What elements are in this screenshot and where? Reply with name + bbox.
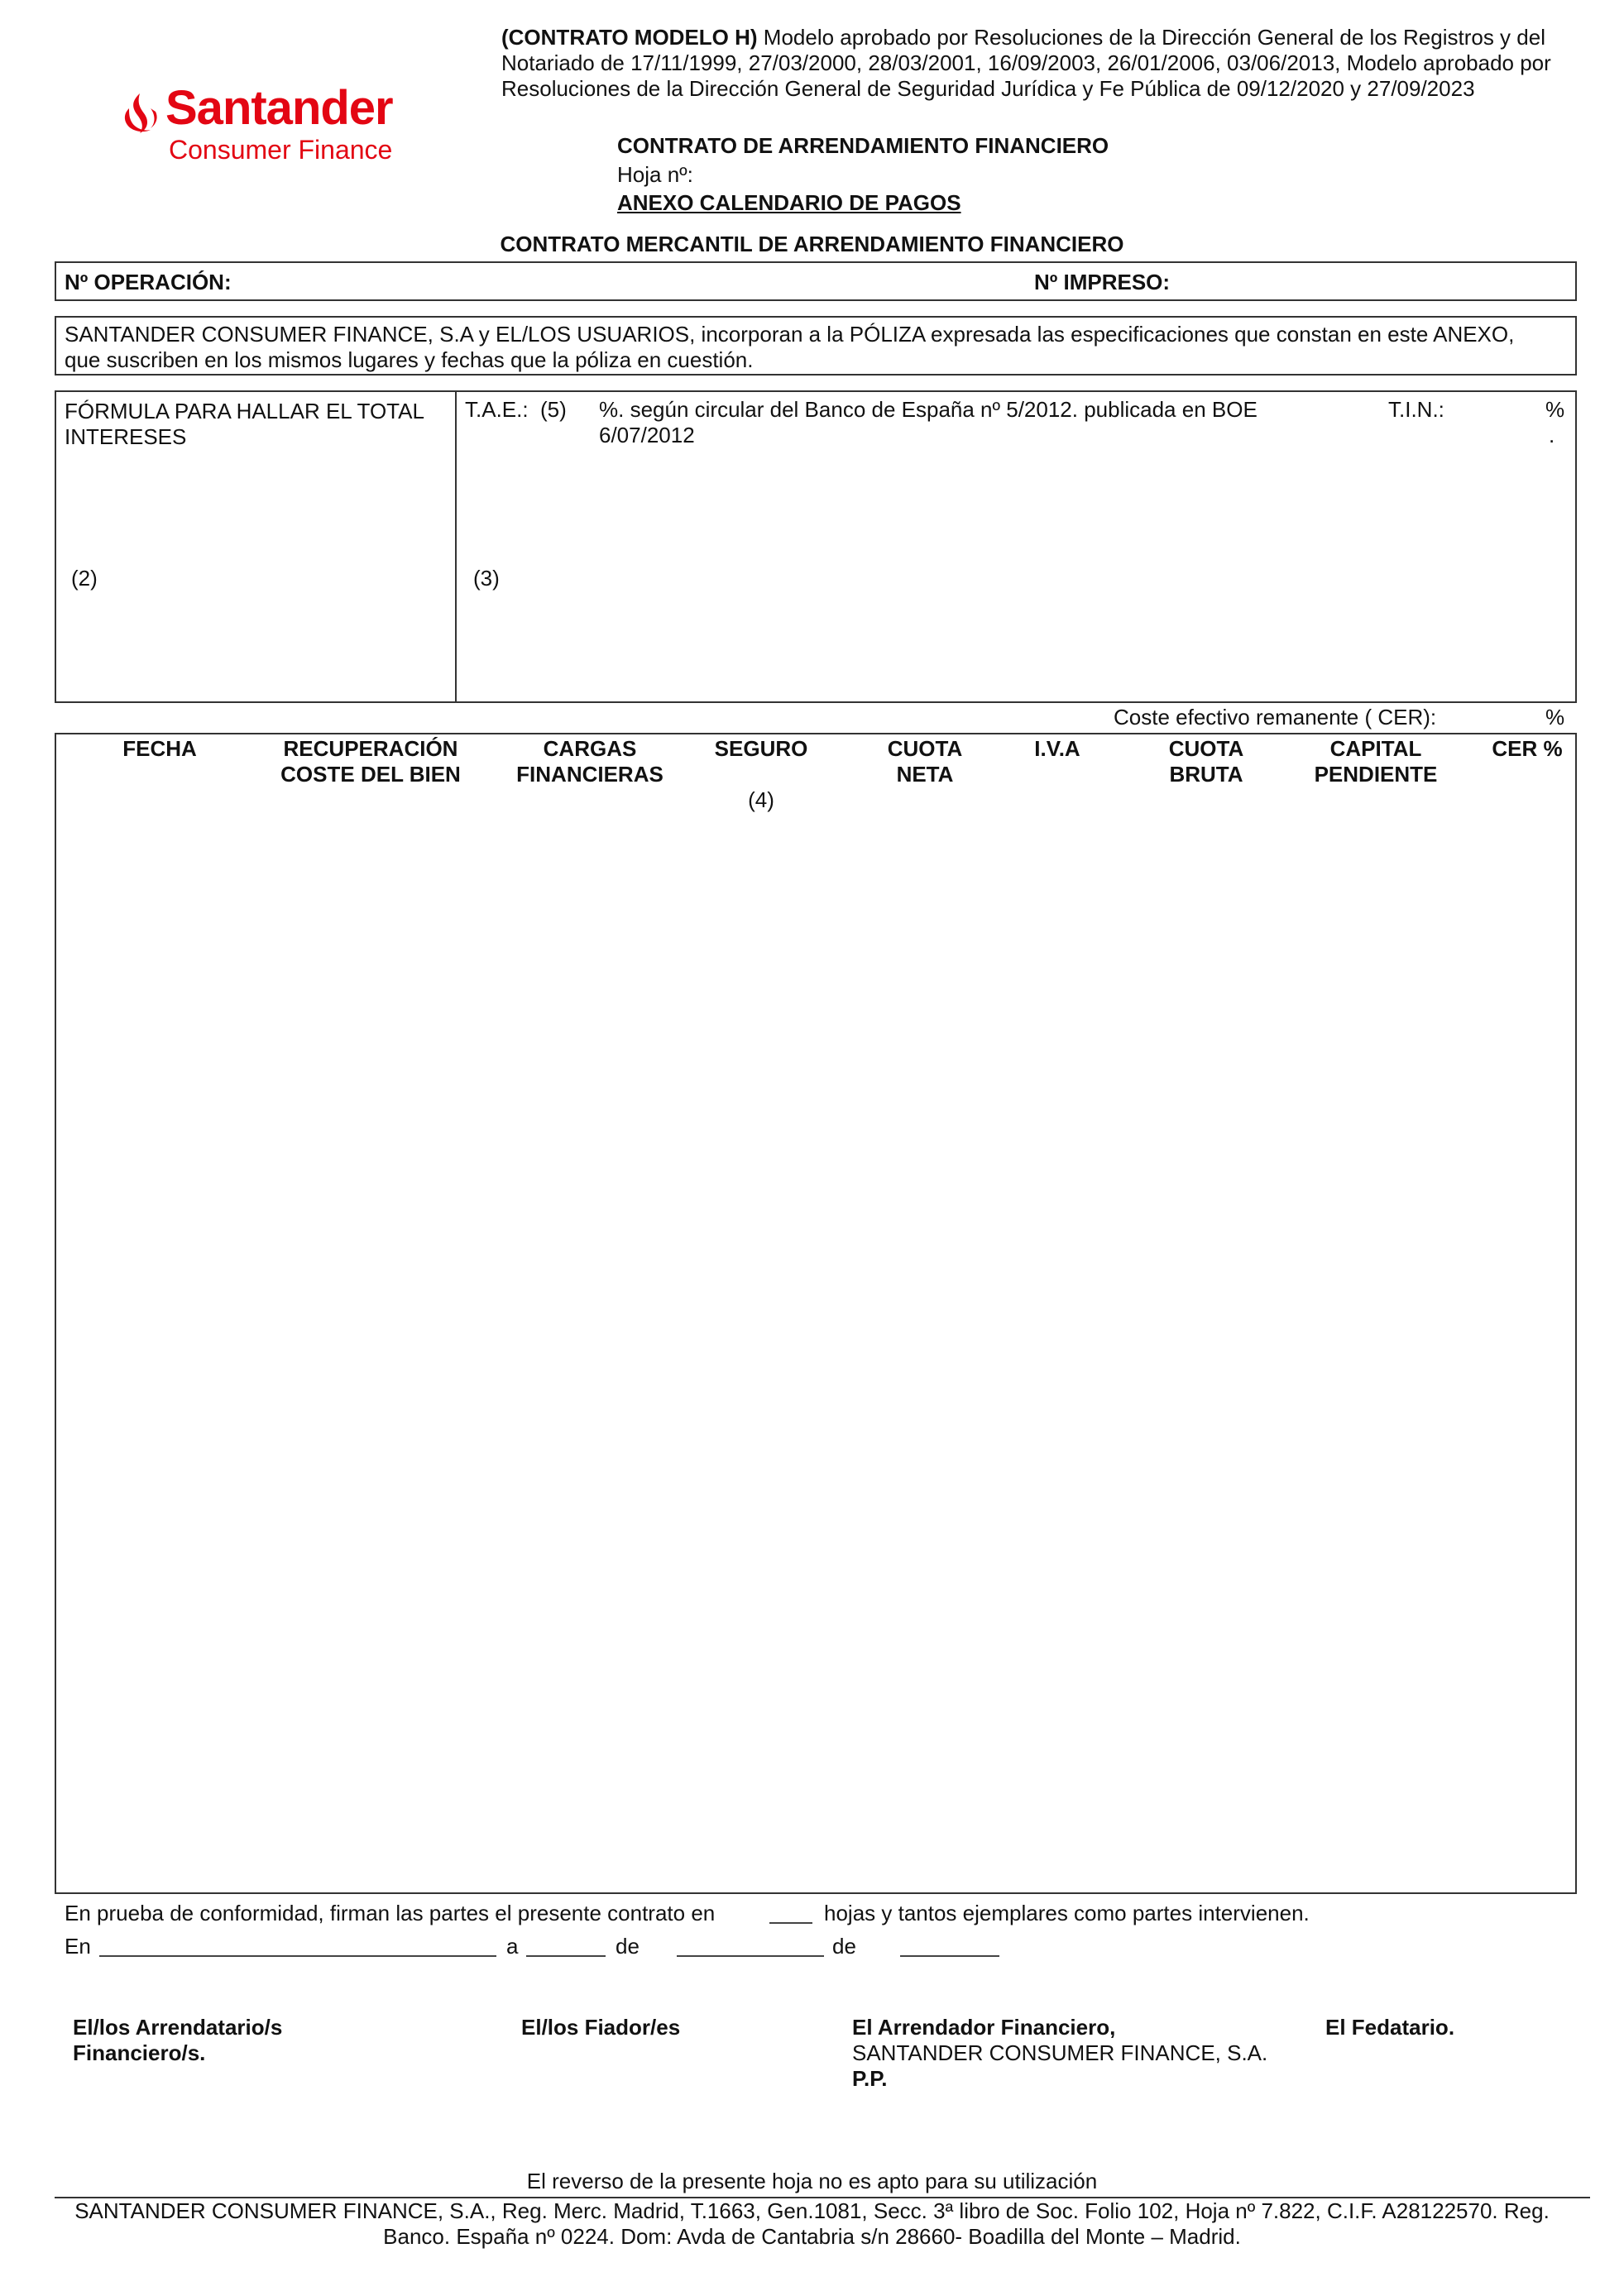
logo-subtitle: Consumer Finance	[169, 135, 393, 165]
formula-note-2: (2)	[71, 566, 98, 591]
tin-dot: .	[1549, 423, 1555, 447]
col-header-iva: I.V.A	[1034, 736, 1080, 761]
col-header-seguro: SEGURO	[714, 736, 808, 761]
footer-registry	[33, 2198, 1591, 2250]
intro-line-1: SANTANDER CONSUMER FINANCE, S.A y EL/LOS USUARIOS, incorporan a la PÓLIZA expresada las especificaciones que constan en este ANEXO,	[65, 322, 1515, 347]
lessee-line-2: Financiero/s.	[73, 2040, 206, 2065]
contract-type: CONTRATO DE ARRENDAMIENTO FINANCIERO	[617, 133, 1109, 158]
lessor-signature-block	[852, 2015, 1267, 2092]
registry-line-2: Banco. España nº 0224. Dom: Avda de Cantabria s/n 28660- Boadilla del Monte – Madrid.	[383, 2224, 1241, 2249]
tae-text-line-1: %. según circular del Banco de España nº 5/2012. publicada en BOE	[599, 397, 1258, 422]
guarantor-signature-block: El/los Fiador/es	[521, 2015, 681, 2040]
intro-line-2: que suscriben en los mismos lugares y fechas que la póliza en cuestión.	[65, 347, 754, 372]
sheets-count-field[interactable]	[769, 1922, 812, 1924]
day-field[interactable]	[526, 1955, 606, 1957]
operation-box	[55, 261, 1577, 301]
formula-box	[55, 390, 1577, 703]
flame-icon	[114, 90, 165, 141]
tae-text-line-2: 6/07/2012	[599, 423, 695, 447]
cer-label: Coste efectivo remanente ( CER):	[1114, 705, 1437, 729]
conformity-text-b: hojas y tantos ejemplares como partes intervienen.	[824, 1901, 1310, 1925]
logo-brand: Santander	[165, 81, 393, 135]
tae-text	[599, 397, 1258, 448]
tin-percent: %	[1545, 397, 1565, 422]
registry-line-1: SANTANDER CONSUMER FINANCE, S.A., Reg. Merc. Madrid, T.1663, Gen.1081, Secc. 3ª libro de Soc. Folio 102, Hoja nº 7.822, C.I.F. A28122570. Reg.	[74, 2198, 1550, 2223]
col-header-cuota-bruta: CUOTA BRUTA	[1168, 736, 1244, 787]
formula-label	[65, 399, 424, 450]
col-header-cuota-neta: CUOTA NETA	[887, 736, 963, 787]
month-label: de	[616, 1934, 640, 1959]
col-header-fecha: FECHA	[122, 736, 197, 761]
model-label: (CONTRATO MODELO H)	[501, 25, 758, 50]
cer-percent: %	[1545, 705, 1565, 729]
operation-number-label: Nº OPERACIÓN:	[65, 270, 232, 294]
formula-label-line-2: INTERESES	[65, 424, 187, 449]
year-field[interactable]	[900, 1955, 999, 1957]
intro-box	[55, 316, 1577, 375]
sheet-number-label: Hoja nº:	[617, 162, 693, 187]
notary-signature-block: El Fedatario.	[1325, 2015, 1455, 2040]
place-label: En	[65, 1934, 91, 1959]
lessee-line-1: El/los Arrendatario/s	[73, 2015, 283, 2040]
col-header-capital-pendiente: CAPITAL PENDIENTE	[1314, 736, 1438, 787]
day-label: a	[506, 1934, 519, 1959]
col-header-recuperacion: RECUPERACIÓN COSTE DEL BIEN	[280, 736, 461, 787]
formula-divider	[455, 392, 457, 701]
lessor-pp: P.P.	[852, 2066, 888, 2091]
print-number-label: Nº IMPRESO:	[1034, 270, 1171, 294]
place-field[interactable]	[99, 1955, 496, 1957]
model-line-2: Notariado de 17/11/1999, 27/03/2000, 28/03/2001, 16/09/2003, 26/01/2006, 03/06/2013, Modelo aprobado por	[501, 50, 1551, 75]
reverse-note: El reverso de la presente hoja no es apto para su utilización	[526, 2169, 1098, 2193]
lessee-signature-block	[73, 2015, 282, 2066]
col-header-cargas: CARGAS FINANCIERAS	[516, 736, 663, 787]
tae-label: T.A.E.: (5)	[465, 397, 567, 422]
seguro-note: (4)	[748, 787, 774, 812]
annex-title: ANEXO CALENDARIO DE PAGOS	[617, 190, 961, 215]
month-field[interactable]	[677, 1955, 824, 1957]
company-logo	[114, 81, 412, 170]
year-label: de	[832, 1934, 856, 1959]
payment-calendar-table	[55, 733, 1577, 1894]
col-header-cer: CER %	[1492, 736, 1563, 761]
formula-label-line-1: FÓRMULA PARA HALLAR EL TOTAL	[65, 399, 424, 423]
model-approval-text	[501, 25, 1593, 102]
lessor-title: El Arrendador Financiero,	[852, 2015, 1116, 2040]
main-title: CONTRATO MERCANTIL DE ARRENDAMIENTO FINANCIERO	[500, 232, 1124, 256]
tin-label: T.I.N.:	[1388, 397, 1444, 422]
model-line-3: Resoluciones de la Dirección General de Seguridad Jurídica y Fe Pública de 09/12/2020 y 27/09/2023	[501, 76, 1475, 101]
model-line-1: Modelo aprobado por Resoluciones de la Dirección General de los Registros y del	[757, 25, 1545, 50]
lessor-company: SANTANDER CONSUMER FINANCE, S.A.	[852, 2040, 1268, 2065]
formula-note-3: (3)	[473, 566, 500, 591]
conformity-text-a: En prueba de conformidad, firman las partes el presente contrato en	[65, 1901, 716, 1925]
